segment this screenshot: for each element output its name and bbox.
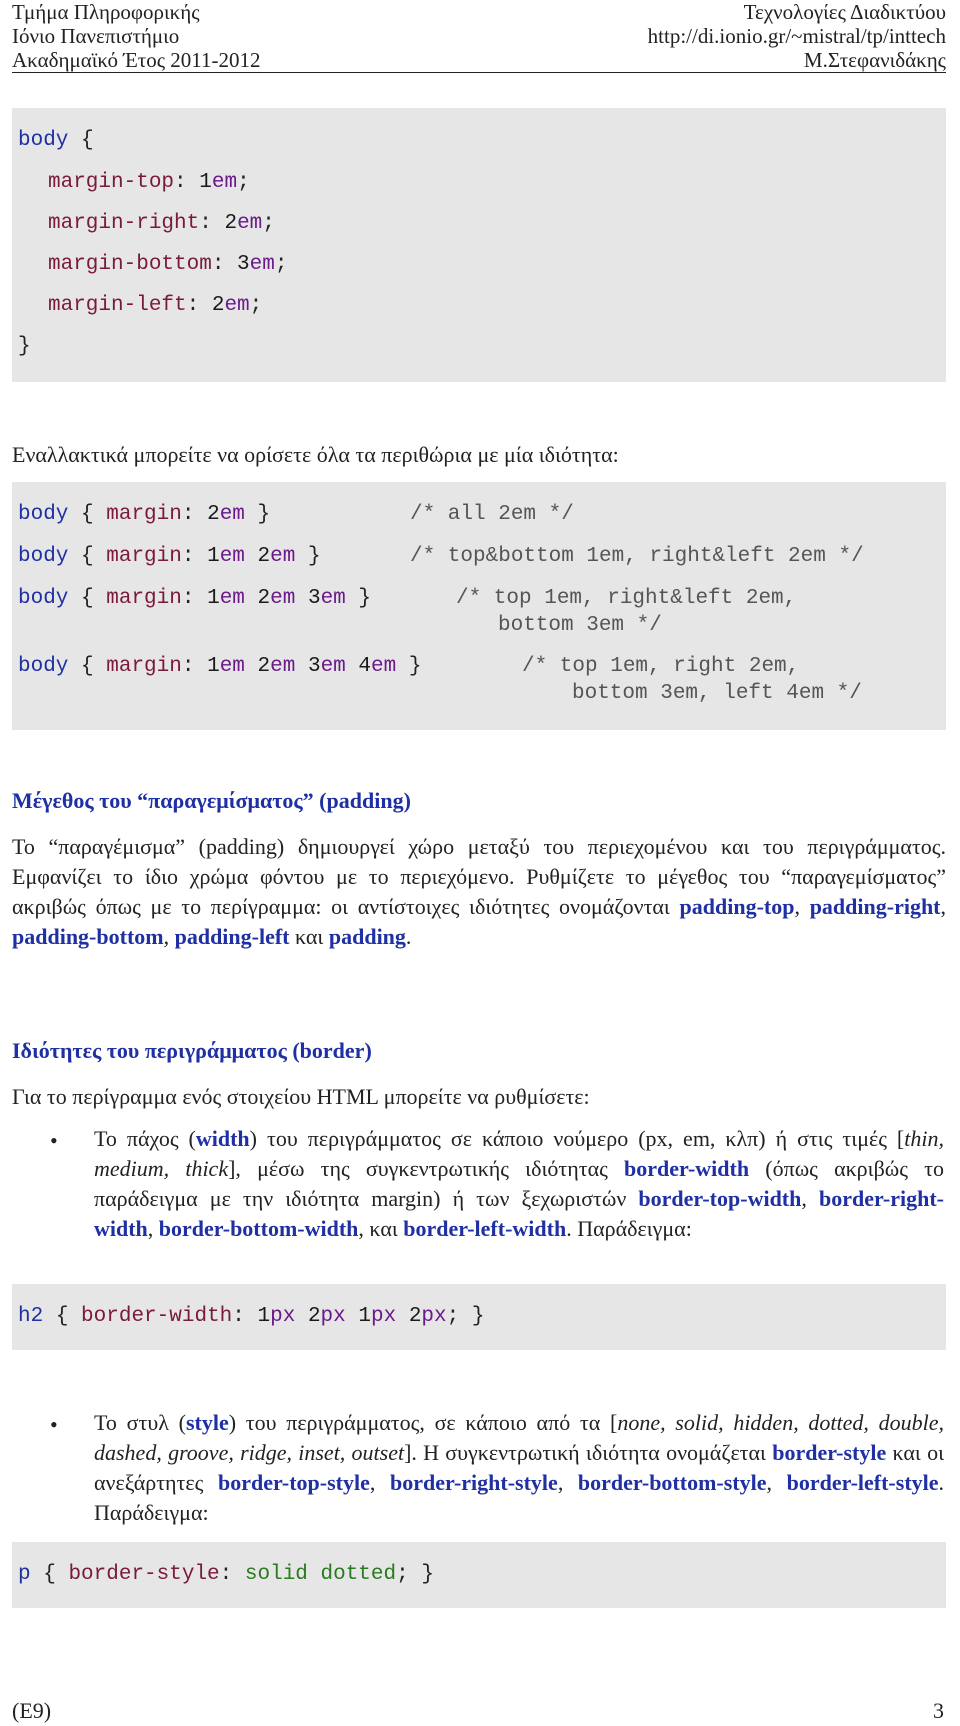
header-author: Μ.Στεφανιδάκης: [803, 48, 946, 72]
bullet-border-width: Το πάχος (width) του περιγράμματος σε κάποιο νούμερο (px, em, κλπ) ή στις τιμές [thin, medium, thick], μέσω της συγκεντρωτικής ιδιότητας border-width (όπως ακριβώς το παράδειγμα με την ιδιότητα margin) ή των ξεχωριστών border-top-width, border-right-width, border-bottom-width, και border-left-width. Παράδειγμα:: [94, 1126, 944, 1241]
code-block-margin-shorthand: [12, 482, 946, 730]
code-line: margin-bottom: 3em;: [48, 253, 288, 276]
style-values: none, solid, hidden, dotted, double, dashed, groove, ridge, inset, outset: [94, 1410, 944, 1465]
code-property: margin: [106, 587, 182, 610]
code-line: [18, 128, 94, 154]
keyword-padding-top: padding-top: [679, 894, 795, 919]
header-academic-year: Ακαδημαϊκό Έτος 2011-2012: [12, 48, 261, 72]
bullet-marker: •: [50, 1412, 58, 1437]
bullet-text: . Παράδειγμα:: [566, 1216, 692, 1241]
bullet-text: . Παράδειγμα:: [94, 1470, 945, 1525]
code-block-border-style: [12, 1542, 946, 1608]
header-university: Ιόνιο Πανεπιστήμιο: [12, 24, 180, 48]
padding-paragraph: Το “παραγέμισμα” (padding) δημιουργεί χώρο μεταξύ του περιεχομένου και του περιγράμματος. Εμφανίζει το ίδιο χρώμα φόντου με το περιεχόμενο. Ρυθμίζετε το μέγεθος του “παραγεμίσματος” ακριβώς όπως με το περίγραμμα: οι αντίστοιχες ιδιότητες ονομάζονται padding-top, padding-right, padding-bottom, padding-left και padding.: [12, 834, 947, 949]
code-property: margin: [106, 655, 182, 678]
keyword-style: style: [185, 1410, 229, 1435]
shorthand-intro-text: Εναλλακτικά μπορείτε να ορίσετε όλα τα περιθώρια με μία ιδιότητα:: [12, 442, 619, 467]
code-line: body { margin: 2em }: [18, 503, 271, 526]
code-number: 2: [224, 212, 238, 235]
code-comment: /* all 2em */: [410, 503, 574, 526]
keyword-border-right-width: border-right-width: [94, 1186, 944, 1241]
code-comment: /* top&bottom 1em, right&left 2em */: [410, 545, 864, 568]
bullet-text: και οι ανεξάρτητες: [94, 1440, 944, 1495]
code-line: margin-right: 2em;: [48, 212, 275, 235]
code-property: margin-top: [48, 171, 175, 194]
code-line: body { margin: 1em 2em 3em }: [18, 587, 372, 610]
code-block-margin-longhand: [12, 108, 946, 382]
code-selector: body: [18, 545, 69, 568]
padding-text: Το “παραγέμισμα” (padding) δημιουργεί χώρο μεταξύ του περιεχομένου και του περιγράμματος. Εμφανίζει το ίδιο χρώμα φόντου με το περιεχόμενο. Ρυθμίζετε το μέγεθος του “παραγεμίσματος” ακριβώς όπως με το περίγραμμα: οι αντίστοιχες ιδιότητες ονομάζονται: [12, 834, 946, 919]
keyword-border-right-style: border-right-style: [390, 1470, 558, 1495]
code-selector: body: [18, 129, 69, 152]
section-heading-border: Ιδιότητες του περιγράμματος (border): [12, 1038, 372, 1063]
code-selector: h2: [18, 1305, 44, 1328]
code-comment: /* top 1em, right&left 2em,: [456, 587, 797, 610]
width-values: thin, medium, thick: [94, 1126, 944, 1181]
header-course-url[interactable]: http://di.ionio.gr/~mistral/tp/inttech: [647, 24, 946, 48]
bullet-text: (όπως ακριβώς το παράδειγμα με την ιδιότητα margin) ή των ξεχωριστών: [94, 1156, 944, 1211]
bullet-text: ) του περιγράμματος, σε κάποιο από τα [: [228, 1410, 618, 1435]
bullet-text: ]. Η συγκεντρωτική ιδιότητα ονομάζεται: [404, 1440, 773, 1465]
code-unit: em: [224, 294, 250, 317]
code-selector: body: [18, 655, 69, 678]
code-line: margin-left: 2em;: [48, 294, 263, 317]
bullet-border-style: Το στυλ (style) του περιγράμματος, σε κάποιο από τα [none, solid, hidden, dotted, double, dashed, groove, ridge, inset, outset]. Η συγκεντρωτική ιδιότητα ονομάζεται border-style και οι ανεξάρτητες border-top-style, border-right-style, border-bottom-style, border-left-style. Παράδειγμα:: [94, 1410, 945, 1525]
keyword-border-bottom-style: border-bottom-style: [577, 1470, 767, 1495]
code-selector: body: [18, 503, 69, 526]
code-line: [18, 334, 31, 360]
keyword-border-top-width: border-top-width: [638, 1186, 802, 1211]
conjunction-text: και: [295, 924, 324, 949]
code-selector: p: [18, 1563, 31, 1586]
bullet-text: Το πάχος (: [94, 1126, 196, 1151]
code-line: margin-top: 1em;: [48, 171, 250, 194]
code-property: margin-left: [48, 294, 187, 317]
code-number: 3: [237, 253, 250, 276]
footer-label: (E9): [12, 1698, 52, 1723]
keyword-padding-right: padding-right: [809, 894, 941, 919]
header-course-title: Τεχνολογίες Διαδικτύου: [743, 0, 946, 24]
code-value: solid dotted: [244, 1563, 397, 1586]
code-unit: em: [249, 253, 275, 276]
code-selector: body: [18, 587, 69, 610]
keyword-border-width: border-width: [624, 1156, 750, 1181]
code-property: border-style: [68, 1563, 220, 1586]
code-property: border-width: [81, 1305, 233, 1328]
code-brace-open: {: [81, 129, 94, 152]
header-right: [648, 0, 946, 72]
code-property: margin: [106, 545, 182, 568]
code-brace-close: }: [18, 335, 31, 358]
keyword-border-left-width: border-left-width: [403, 1216, 567, 1241]
code-line: h2 { border-width: 1px 2px 1px 2px; }: [18, 1305, 485, 1328]
code-property: margin: [106, 503, 182, 526]
keyword-width: width: [195, 1126, 250, 1151]
keyword-border-bottom-width: border-bottom-width: [158, 1216, 359, 1241]
page-number: 3: [933, 1698, 944, 1723]
bullet-text: ) του περιγράμματος σε κάποιο νούμερο (px, em, κλπ) ή στις τιμές [: [249, 1126, 905, 1151]
header-divider: [12, 72, 946, 73]
section-heading-padding: Μέγεθος του “παραγεμίσματος” (padding): [12, 788, 411, 813]
keyword-border-left-style: border-left-style: [786, 1470, 939, 1495]
code-comment: bottom 3em, left 4em */: [572, 682, 862, 705]
keyword-padding: padding: [328, 924, 406, 949]
code-line: p { border-style: solid dotted; }: [18, 1563, 434, 1586]
keyword-padding-left: padding-left: [174, 924, 290, 949]
code-comment: bottom 3em */: [498, 614, 662, 637]
code-line: body { margin: 1em 2em 3em 4em }: [18, 655, 422, 678]
keyword-border-style: border-style: [772, 1440, 887, 1465]
header-left: [12, 0, 261, 72]
border-intro-text: Για το περίγραμμα ενός στοιχείου HTML μπορείτε να ρυθμίσετε:: [12, 1084, 590, 1109]
code-number: 1: [199, 171, 212, 194]
code-comment: /* top 1em, right 2em,: [522, 655, 800, 678]
code-unit: em: [237, 212, 263, 235]
bullet-text: ], μέσω της συγκεντρωτικής ιδιότητας: [228, 1156, 624, 1181]
bullet-text: Το στυλ (: [94, 1410, 186, 1435]
code-number: 2: [211, 294, 225, 317]
code-property: margin-right: [48, 212, 200, 235]
bullet-marker: •: [50, 1128, 58, 1153]
code-line: body { margin: 1em 2em }: [18, 545, 321, 568]
header-department: Τμήμα Πληροφορικής: [12, 0, 200, 24]
code-property: margin-bottom: [48, 253, 212, 276]
bullet-text: , και: [358, 1216, 404, 1241]
keyword-border-top-style: border-top-style: [217, 1470, 370, 1495]
keyword-padding-bottom: padding-bottom: [12, 924, 164, 949]
code-block-border-width: [12, 1284, 946, 1350]
code-unit: em: [211, 171, 238, 194]
